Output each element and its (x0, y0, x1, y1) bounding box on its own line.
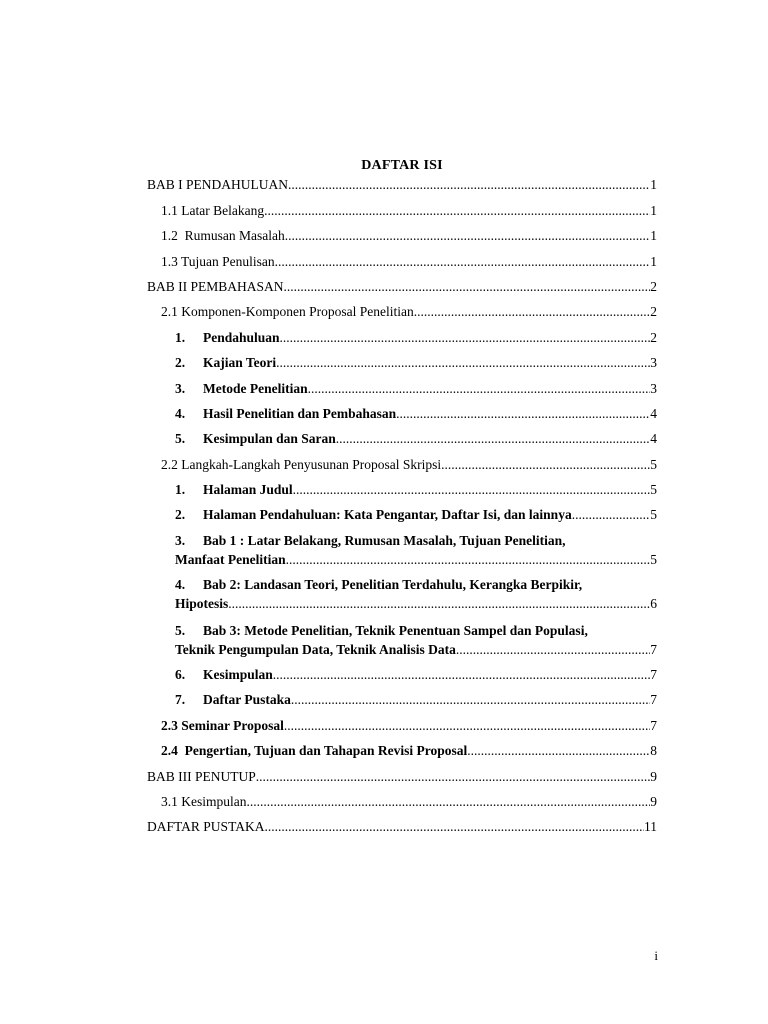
toc-entry-label-line2: Manfaat Penelitian (175, 552, 286, 567)
toc-page-number: 3 (650, 381, 657, 396)
toc-page-number: 1 (650, 228, 657, 243)
leader-dots (441, 456, 650, 474)
leader-dots (247, 793, 651, 811)
leader-dots (280, 329, 651, 347)
toc-entry[interactable] (175, 405, 657, 423)
toc-page-number: 2 (650, 304, 657, 319)
toc-page-number: 7 (650, 718, 657, 733)
toc-item-number: 2. (175, 355, 186, 370)
leader-dots (414, 303, 651, 321)
toc-entry[interactable] (175, 666, 657, 684)
toc-entry-label: 2.1 Komponen-Komponen Proposal Penelitian (161, 304, 414, 319)
toc-entry-label: 1.3 Tujuan Penulisan (161, 254, 275, 269)
toc-entry[interactable] (147, 818, 657, 836)
toc-page-number: 7 (650, 692, 657, 707)
toc-page-number: 5 (650, 457, 657, 472)
toc-entry[interactable] (161, 303, 657, 321)
toc-page-number: 7 (650, 667, 657, 682)
toc-entry-label: 2.2 Langkah-Langkah Penyusunan Proposal Skripsi (161, 457, 442, 472)
toc-entry[interactable] (175, 506, 657, 524)
leader-dots (456, 641, 650, 659)
toc-entry-label: Daftar Pustaka (203, 692, 291, 707)
toc-entry-label: Kesimpulan dan Saran (203, 431, 336, 446)
leader-dots (256, 768, 650, 786)
toc-item-number: 3. (175, 381, 186, 396)
toc-entry-title (175, 691, 291, 709)
leader-dots (275, 253, 651, 271)
leader-dots (336, 430, 650, 448)
toc-entry-label: BAB II PEMBAHASAN (147, 279, 284, 294)
leader-dots (291, 691, 650, 709)
toc-item-number: 6. (175, 667, 186, 682)
toc-entry[interactable] (175, 430, 657, 448)
leader-dots (228, 595, 650, 613)
toc-entry[interactable] (147, 768, 657, 786)
toc-entry-label: Halaman Judul (203, 482, 293, 497)
toc-entry[interactable] (161, 793, 657, 811)
toc-page-number: 11 (644, 819, 657, 834)
toc-entry-label: BAB III PENUTUP (147, 769, 256, 784)
toc-entry-title (175, 329, 280, 347)
toc-entry[interactable] (175, 532, 657, 569)
toc-entry[interactable] (175, 380, 657, 398)
toc-entry[interactable] (161, 227, 657, 245)
toc-page-number: 9 (650, 769, 657, 784)
toc-page-number: 1 (650, 254, 657, 269)
leader-dots (285, 227, 651, 245)
toc-entry-label: 1.2 Rumusan Masalah (161, 228, 285, 243)
toc-entry-title (175, 430, 336, 448)
leader-dots (264, 818, 644, 836)
page-title: DAFTAR ISI (361, 158, 443, 173)
leader-dots (396, 405, 650, 423)
toc-item-number: 2. (175, 507, 186, 522)
toc-page-number: 6 (650, 596, 657, 611)
toc-item-number: 5. (175, 431, 186, 446)
toc-entry-label-line1: Bab 2: Landasan Teori, Penelitian Terdahulu, Kerangka Berpikir, (203, 577, 583, 592)
toc-item-number: 4. (175, 406, 186, 421)
toc-entry[interactable] (175, 576, 657, 613)
toc-item-number: 4. (175, 577, 186, 592)
toc-page-number: 8 (650, 743, 657, 758)
leader-dots (276, 354, 650, 372)
toc-entry-label: 1.1 Latar Belakang (161, 203, 265, 218)
toc-page-number: 7 (650, 642, 657, 657)
toc-item-number: 3. (175, 533, 186, 548)
toc-item-number: 7. (175, 692, 186, 707)
toc-entry[interactable] (147, 176, 657, 194)
toc-entry-label-line2: Hipotesis (175, 596, 229, 611)
toc-page-number: 2 (650, 330, 657, 345)
toc-page-number: 5 (650, 552, 657, 567)
toc-entry-label: Metode Penelitian (203, 381, 308, 396)
toc-entry-title (175, 481, 293, 499)
toc-page-number: 1 (650, 203, 657, 218)
toc-entry-title (175, 622, 657, 640)
toc-entry-label: Hasil Penelitian dan Pembahasan (203, 406, 397, 421)
toc-entry-label: Halaman Pendahuluan: Kata Pengantar, Daftar Isi, dan lainnya (203, 507, 572, 522)
toc-entry-title (175, 354, 276, 372)
toc-entry-title (175, 506, 572, 524)
page-number-footer: i (654, 948, 658, 963)
toc-page-number: 9 (650, 794, 657, 809)
toc-page-number: 2 (650, 279, 657, 294)
toc-entry[interactable] (161, 456, 657, 474)
toc-entry-title (175, 532, 657, 550)
toc-item-number: 5. (175, 623, 186, 638)
toc-page-number: 1 (650, 177, 657, 192)
toc-item-number: 1. (175, 330, 186, 345)
toc-entry-label: 2.3 Seminar Proposal (161, 718, 284, 733)
leader-dots (284, 278, 651, 296)
toc-page-number: 4 (650, 431, 657, 446)
toc-entry[interactable] (161, 742, 657, 760)
leader-dots (264, 202, 650, 220)
leader-dots (288, 176, 650, 194)
toc-entry-label: DAFTAR PUSTAKA (147, 819, 265, 834)
toc-entry-title (175, 576, 657, 594)
toc-entry[interactable] (175, 622, 657, 659)
toc-entry-label-line1: Bab 1 : Latar Belakang, Rumusan Masalah, Tujuan Penelitian, (203, 533, 566, 548)
toc-entry[interactable] (175, 354, 657, 372)
leader-dots (286, 551, 651, 569)
toc-entry[interactable] (147, 278, 657, 296)
toc-entry-label: 3.1 Kesimpulan (161, 794, 247, 809)
leader-dots (572, 506, 651, 524)
toc-entry-title (175, 666, 273, 684)
toc-entry-label: 2.4 Pengertian, Tujuan dan Tahapan Revisi Proposal (161, 743, 468, 758)
toc-entry-title (175, 405, 396, 423)
toc-entry[interactable] (175, 691, 657, 709)
toc-entry[interactable] (161, 253, 657, 271)
toc-entry-title (175, 380, 308, 398)
toc-entry-label-line2: Teknik Pengumpulan Data, Teknik Analisis Data (175, 642, 456, 657)
toc-entry-label-line1: Bab 3: Metode Penelitian, Teknik Penentuan Sampel dan Populasi, (203, 623, 588, 638)
toc-entry-label: Kesimpulan (203, 667, 273, 682)
toc-page-number: 5 (650, 482, 657, 497)
toc-entry[interactable] (161, 202, 657, 220)
leader-dots (467, 742, 650, 760)
toc-entry[interactable] (175, 481, 657, 499)
toc-page-number: 4 (650, 406, 657, 421)
toc-page-number: 5 (650, 507, 657, 522)
leader-dots (308, 380, 651, 398)
toc-entry-label: Pendahuluan (203, 330, 280, 345)
toc-page-number: 3 (650, 355, 657, 370)
toc-item-number: 1. (175, 482, 186, 497)
toc-entry[interactable] (161, 717, 657, 735)
leader-dots (293, 481, 651, 499)
toc-entry-label: Kajian Teori (203, 355, 277, 370)
toc-entry-label: BAB I PENDAHULUAN (147, 177, 288, 192)
leader-dots (284, 717, 650, 735)
leader-dots (273, 666, 650, 684)
toc-entry[interactable] (175, 329, 657, 347)
